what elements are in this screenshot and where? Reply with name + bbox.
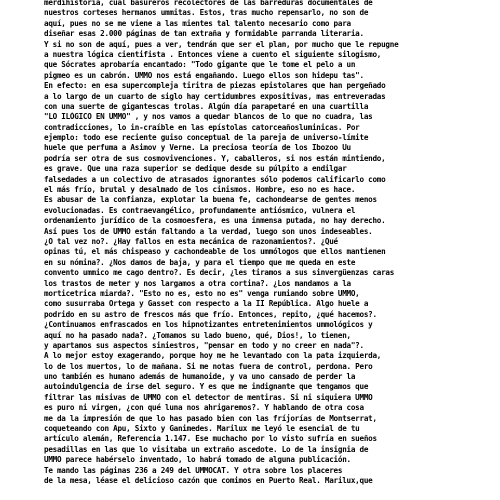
text-line: morticetrica miarda?. "Esto no es, esto no es" venga rumiando sobre UMMO, — [44, 288, 360, 298]
text-line: me da la impresión de que lo has pasado bien con las fríjorías de Montserrat, — [44, 413, 377, 423]
text-line: de la mesa, léase el delicioso cazón que comimos en Puerto Real. Marilux,que — [44, 475, 373, 485]
text-line: podría ser otra de sus cosmovivenciones. Y, caballeros, si nos están mintiendo, — [44, 153, 386, 163]
text-line: falsedades a un colectivo de atrasados ignorantes sólo podemos calificarlo como — [44, 174, 386, 184]
text-line: uno también es humano además de humanoide, y va uno cansado de perder la — [44, 372, 356, 382]
text-line: evolucionadas. Es contraevangélico, profundamente antiósmico, vulnera el — [44, 205, 356, 215]
text-line: el más frío, brutal y desalmado de los cinismos. Hombre, eso no es hace. — [44, 185, 356, 195]
text-line: que Sócrates aprobaría encantado: "Todo gigante que le tome el pelo a un — [44, 60, 356, 70]
text-line: a nuestra lógica cientifista . Entonces viene a cuento el siguiente silogismo, — [44, 49, 382, 59]
text-line: Es abusar de la confianza, explotar la buena fe, cachondearse de gentes menos — [44, 195, 377, 205]
text-line: ¿Continuamos enfrascados en los hipnotizantes entretenimientos ummológicos y — [44, 320, 373, 330]
text-line: nuestros corteses hermanos ummitas. Estos, tras mucho repensarlo, no son de — [44, 8, 369, 18]
text-line: en su nómina?. ¿Nos damos de baja, y para el tiempo que me queda en este — [44, 257, 356, 267]
text-line: ¿O tal vez no?. ¿Hay fallos en esta mecánica de razonamientos?. ¿Qué — [44, 236, 338, 246]
text-line: artículo alemán, Referencia 1.147. Ese muchacho por lo visto sufría en sueños — [44, 434, 377, 444]
text-line: huele que perfuma a Asimov y Verne. La preciosa teoría de los Ibozoo Uu — [44, 143, 351, 153]
text-line: es grave. Que una raza superior se dedique desde su púlpito a endilgar — [44, 164, 347, 174]
text-line: ejemplo: todo ese reciente guiso conceptual de la pareja de universo-límite — [44, 133, 369, 143]
text-line: Y si no son de aquí, pues a ver, tendrán que ser el plan, por mucho que le repugne — [44, 39, 399, 49]
text-line: lo de los muertos, lo de mañana. Si me notas fuera de control, perdona. Pero — [44, 361, 373, 371]
typewritten-letter-body — [44, 0, 474, 486]
text-line: aquí, pues no se me viene a las mientes tal talento necesario como para — [44, 18, 351, 28]
text-line: Así pues los de UMMO están faltando a la verdad, luego son unos indeseables. — [44, 226, 373, 236]
text-line: UMMO parece habérselo inventado, lo habrá tomado de alguna publicación. — [44, 455, 351, 465]
text-line: y apartamos sus aspectos siniestros, "pensar en todo y no creer en nada"?. — [44, 340, 364, 350]
text-line: como susurraba Ortega y Gasset con respecto a la II República. Algo huele a — [44, 299, 369, 309]
text-line: En efecto: en esa supercompleja tiritra de piezas epistolares que han pergeñado — [44, 81, 386, 91]
text-line: diseñar esas 2.000 páginas de tan extraña y formidable parranda literaria. — [44, 29, 364, 39]
text-line: filtrar las misivas de UMMO con el detector de mentiras. Si ni siquiera UMMO — [44, 392, 373, 402]
text-line: con una suerte de gigantescas trolas. Algún día parapetaré en una cuartilla — [44, 101, 369, 111]
text-line: es puro ni virgen, ¿con qué luna nos ahrigaremos?. Y hablando de otra cosa — [44, 403, 364, 413]
text-line: los trastos de meter y nos largamos a otra cortina?. ¿Los mandamos a la — [44, 278, 351, 288]
text-line: a lo largo de un cuarto de siglo hay certidumbres expositivas, mas entreveradas — [44, 91, 386, 101]
text-line: merdihistoria, cual basureros recolectores de las barreduras documentales de — [44, 0, 373, 7]
text-line: A lo mejor estoy exagerando, porque hoy me he levantado con la pata izquierda, — [44, 351, 382, 361]
text-line: pesadillas en las que lo visitaba un extraño ascedote. Lo de la insignia de — [44, 444, 369, 454]
text-line: "LO ILÓGICO EN UMMO" , y nos vamos a quedar blancos de lo que no cuadra, las — [44, 112, 373, 122]
text-line: contradicciones, lo in-craíble en las epístolas catorceañosluminicas. Por — [44, 122, 360, 132]
text-line: aquí no ha pasado nada?. ¿Tomamos su lado bueno, qué, Dios!, lo tienen, — [44, 330, 351, 340]
text-line: pigmeo es un cabrón. UMMO nos está engañando. Luego ellos son hidepu tas". — [44, 70, 364, 80]
text-line: ordenamiento jurídico de la cosmoesfera, es una inmensa putada, no hay derecho. — [44, 216, 386, 226]
text-line: convento ummico me cago dentro?. Es decir, ¿les tiramos a sus sinvergüenzas caras — [44, 268, 395, 278]
text-line: coqueteando con Apu, Sixto y Ganimedes. Marilux me leyó le esencial de tu — [44, 424, 360, 434]
text-line: Te mando las páginas 236 a 249 del UMMOCAT. Y otra sobre los placeres — [44, 465, 343, 475]
text-line: podrido en su astro de frescos más que frío. Entonces, repito, ¿qué hacemos?. — [44, 309, 377, 319]
text-line: autoindulgencia de irse del seguro. Y es que me indignante que tengamos que — [44, 382, 369, 392]
text-line: opinas tú, el más chispeaso y cachondeable de los ummólogos que ellos mantienen — [44, 247, 386, 257]
